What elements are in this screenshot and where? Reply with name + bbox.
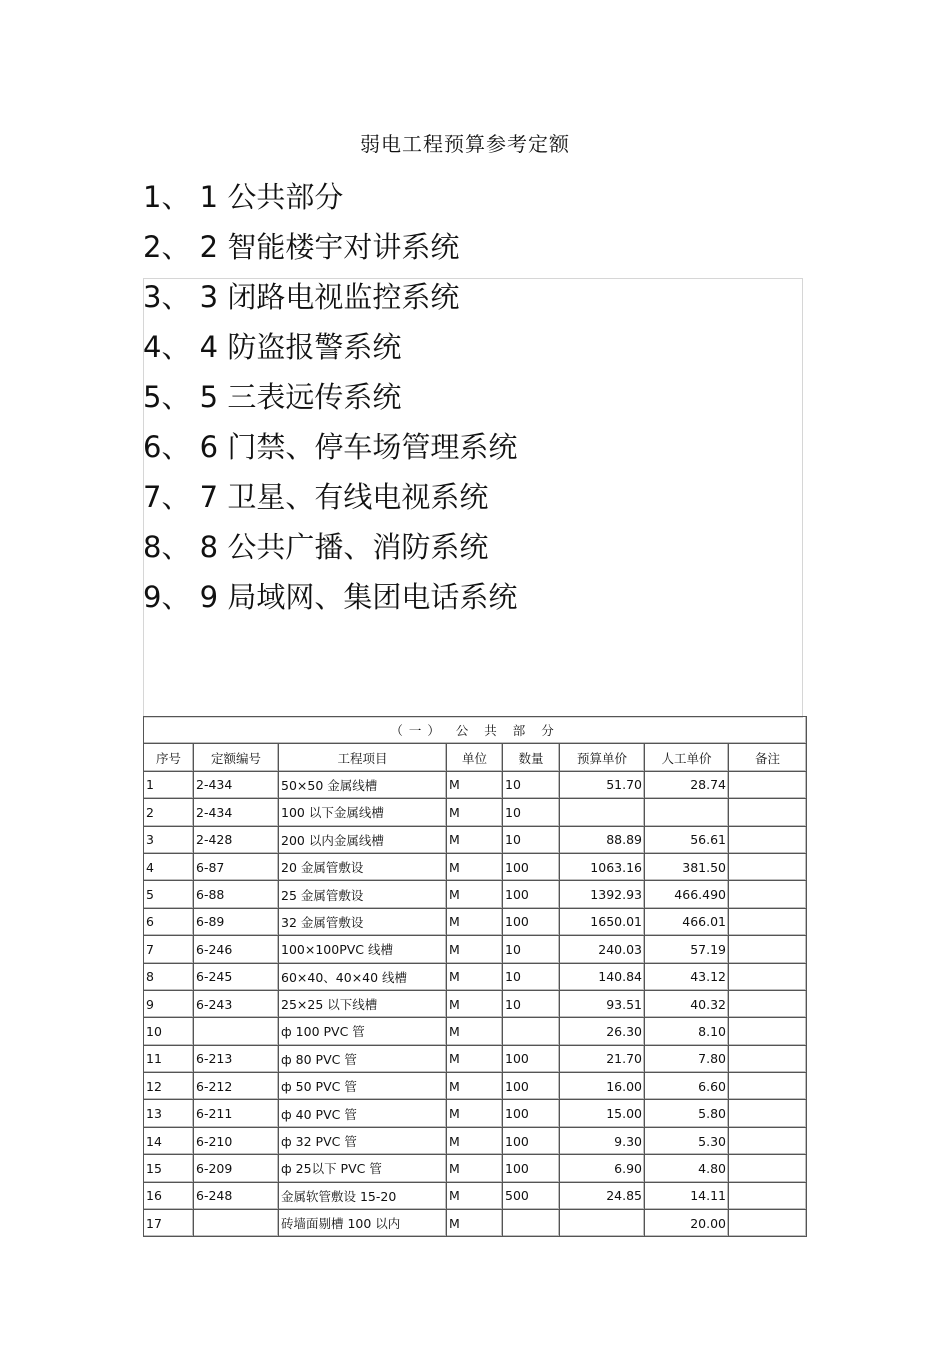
cell-project-item: 32 金属管敷设 — [279, 909, 447, 936]
cell-project-item: ф 32 PVC 管 — [279, 1128, 447, 1155]
cell-budget-price: 24.85 — [560, 1183, 645, 1210]
cell-remarks — [729, 1046, 807, 1073]
cell-budget-price: 1392.93 — [560, 881, 645, 908]
header-quantity: 数量 — [503, 744, 560, 771]
quota-table-container — [143, 716, 806, 1237]
cell-index: 3 — [144, 827, 194, 854]
cell-unit: M — [447, 1100, 503, 1127]
section-title: （一） 公 共 部 分 — [144, 717, 807, 744]
cell-project-item: ф 100 PVC 管 — [279, 1018, 447, 1045]
cell-unit: M — [447, 1046, 503, 1073]
cell-quantity: 10 — [503, 799, 560, 826]
cell-budget-price: 16.00 — [560, 1073, 645, 1100]
cell-project-item: ф 50 PVC 管 — [279, 1073, 447, 1100]
cell-unit: M — [447, 772, 503, 799]
cell-budget-price: 88.89 — [560, 827, 645, 854]
cell-index: 16 — [144, 1183, 194, 1210]
cell-quota-code — [194, 1018, 279, 1045]
cell-index: 12 — [144, 1073, 194, 1100]
table-row — [144, 1100, 807, 1127]
cell-unit: M — [447, 1183, 503, 1210]
toc-item: 6、 6 门禁、停车场管理系统 — [143, 430, 518, 464]
cell-quantity — [503, 1210, 560, 1237]
header-index: 序号 — [144, 744, 194, 771]
header-remarks: 备注 — [729, 744, 807, 771]
cell-project-item: 200 以内金属线槽 — [279, 827, 447, 854]
cell-project-item: 砖墙面剔槽 100 以内 — [279, 1210, 447, 1237]
cell-project-item: 20 金属管敷设 — [279, 854, 447, 881]
cell-labor-price: 28.74 — [645, 772, 729, 799]
cell-quota-code: 6-89 — [194, 909, 279, 936]
cell-unit: M — [447, 827, 503, 854]
table-row — [144, 964, 807, 991]
cell-quota-code: 6-87 — [194, 854, 279, 881]
cell-quantity: 100 — [503, 1155, 560, 1182]
cell-remarks — [729, 909, 807, 936]
cell-quota-code: 6-212 — [194, 1073, 279, 1100]
cell-unit: M — [447, 881, 503, 908]
cell-quota-code: 6-246 — [194, 936, 279, 963]
cell-quota-code — [194, 1210, 279, 1237]
cell-index: 6 — [144, 909, 194, 936]
cell-remarks — [729, 1018, 807, 1045]
cell-quota-code: 6-210 — [194, 1128, 279, 1155]
content-frame — [143, 278, 803, 718]
table-row — [144, 1183, 807, 1210]
cell-project-item: ф 80 PVC 管 — [279, 1046, 447, 1073]
table-row — [144, 799, 807, 826]
cell-remarks — [729, 1210, 807, 1237]
table-row — [144, 991, 807, 1018]
cell-index: 1 — [144, 772, 194, 799]
cell-remarks — [729, 799, 807, 826]
cell-quota-code: 6-248 — [194, 1183, 279, 1210]
cell-index: 15 — [144, 1155, 194, 1182]
cell-project-item: 25×25 以下线槽 — [279, 991, 447, 1018]
cell-labor-price: 4.80 — [645, 1155, 729, 1182]
cell-budget-price: 9.30 — [560, 1128, 645, 1155]
cell-remarks — [729, 772, 807, 799]
cell-quantity: 100 — [503, 881, 560, 908]
cell-quantity: 100 — [503, 909, 560, 936]
cell-project-item: ф 25以下 PVC 管 — [279, 1155, 447, 1182]
cell-budget-price — [560, 799, 645, 826]
quota-table — [143, 716, 807, 1237]
cell-labor-price: 5.80 — [645, 1100, 729, 1127]
cell-index: 13 — [144, 1100, 194, 1127]
cell-quantity — [503, 1018, 560, 1045]
cell-index: 8 — [144, 964, 194, 991]
cell-quantity: 10 — [503, 991, 560, 1018]
cell-quantity: 10 — [503, 772, 560, 799]
cell-labor-price: 14.11 — [645, 1183, 729, 1210]
cell-quantity: 100 — [503, 1046, 560, 1073]
cell-labor-price: 40.32 — [645, 991, 729, 1018]
cell-index: 5 — [144, 881, 194, 908]
cell-unit: M — [447, 854, 503, 881]
cell-remarks — [729, 1073, 807, 1100]
cell-budget-price: 21.70 — [560, 1046, 645, 1073]
table-row — [144, 909, 807, 936]
cell-index: 10 — [144, 1018, 194, 1045]
table-row — [144, 827, 807, 854]
cell-budget-price: 240.03 — [560, 936, 645, 963]
toc-item: 2、 2 智能楼宇对讲系统 — [143, 230, 460, 264]
cell-budget-price: 1650.01 — [560, 909, 645, 936]
cell-index: 17 — [144, 1210, 194, 1237]
cell-project-item: 金属软管敷设 15-20 — [279, 1183, 447, 1210]
table-body — [144, 772, 807, 1238]
section-title-row — [144, 717, 807, 744]
toc-item: 7、 7 卫星、有线电视系统 — [143, 480, 489, 514]
cell-labor-price: 5.30 — [645, 1128, 729, 1155]
cell-labor-price: 466.01 — [645, 909, 729, 936]
cell-index: 9 — [144, 991, 194, 1018]
cell-budget-price: 6.90 — [560, 1155, 645, 1182]
cell-remarks — [729, 1155, 807, 1182]
cell-quota-code: 6-245 — [194, 964, 279, 991]
cell-quota-code: 6-211 — [194, 1100, 279, 1127]
cell-budget-price — [560, 1210, 645, 1237]
cell-labor-price: 381.50 — [645, 854, 729, 881]
table-row — [144, 936, 807, 963]
cell-unit: M — [447, 936, 503, 963]
cell-unit: M — [447, 1018, 503, 1045]
cell-quantity: 10 — [503, 936, 560, 963]
cell-quota-code: 6-209 — [194, 1155, 279, 1182]
cell-unit: M — [447, 909, 503, 936]
cell-unit: M — [447, 799, 503, 826]
cell-budget-price: 26.30 — [560, 1018, 645, 1045]
cell-unit: M — [447, 1210, 503, 1237]
cell-quota-code: 2-434 — [194, 799, 279, 826]
toc-item: 4、 4 防盗报警系统 — [143, 330, 402, 364]
cell-project-item: 50×50 金属线槽 — [279, 772, 447, 799]
toc-item: 3、 3 闭路电视监控系统 — [143, 280, 460, 314]
cell-quota-code: 2-434 — [194, 772, 279, 799]
cell-quota-code: 6-88 — [194, 881, 279, 908]
cell-project-item: 25 金属管敷设 — [279, 881, 447, 908]
cell-remarks — [729, 1183, 807, 1210]
cell-index: 7 — [144, 936, 194, 963]
cell-remarks — [729, 881, 807, 908]
cell-labor-price: 57.19 — [645, 936, 729, 963]
cell-remarks — [729, 854, 807, 881]
cell-quantity: 10 — [503, 827, 560, 854]
cell-project-item: 60×40、40×40 线槽 — [279, 964, 447, 991]
cell-unit: M — [447, 1128, 503, 1155]
cell-unit: M — [447, 991, 503, 1018]
table-row — [144, 854, 807, 881]
cell-remarks — [729, 991, 807, 1018]
cell-labor-price: 7.80 — [645, 1046, 729, 1073]
cell-quantity: 10 — [503, 964, 560, 991]
cell-remarks — [729, 827, 807, 854]
cell-budget-price: 51.70 — [560, 772, 645, 799]
table-row — [144, 1073, 807, 1100]
cell-remarks — [729, 1128, 807, 1155]
cell-unit: M — [447, 1073, 503, 1100]
cell-budget-price: 15.00 — [560, 1100, 645, 1127]
header-project-item: 工程项目 — [279, 744, 447, 771]
cell-quota-code: 2-428 — [194, 827, 279, 854]
header-quota-code: 定额编号 — [194, 744, 279, 771]
table-row — [144, 1018, 807, 1045]
cell-remarks — [729, 1100, 807, 1127]
header-labor-price: 人工单价 — [645, 744, 729, 771]
cell-labor-price: 466.490 — [645, 881, 729, 908]
cell-quantity: 100 — [503, 854, 560, 881]
header-unit: 单位 — [447, 744, 503, 771]
toc-item: 8、 8 公共广播、消防系统 — [143, 530, 489, 564]
cell-labor-price: 43.12 — [645, 964, 729, 991]
cell-quantity: 100 — [503, 1128, 560, 1155]
header-row — [144, 744, 807, 771]
toc-item: 9、 9 局域网、集团电话系统 — [143, 580, 518, 614]
cell-quantity: 500 — [503, 1183, 560, 1210]
toc-item: 5、 5 三表远传系统 — [143, 380, 402, 414]
cell-remarks — [729, 936, 807, 963]
toc-item: 1、 1 公共部分 — [143, 180, 344, 214]
cell-labor-price: 8.10 — [645, 1018, 729, 1045]
cell-budget-price: 93.51 — [560, 991, 645, 1018]
header-budget-price: 预算单价 — [560, 744, 645, 771]
cell-remarks — [729, 964, 807, 991]
table-row — [144, 772, 807, 799]
document-title: 弱电工程预算参考定额 — [360, 132, 570, 156]
cell-budget-price: 140.84 — [560, 964, 645, 991]
cell-index: 11 — [144, 1046, 194, 1073]
cell-index: 2 — [144, 799, 194, 826]
cell-project-item: 100×100PVC 线槽 — [279, 936, 447, 963]
cell-quota-code: 6-243 — [194, 991, 279, 1018]
table-row — [144, 1210, 807, 1237]
cell-labor-price — [645, 799, 729, 826]
cell-unit: M — [447, 1155, 503, 1182]
cell-unit: M — [447, 964, 503, 991]
table-row — [144, 881, 807, 908]
cell-project-item: ф 40 PVC 管 — [279, 1100, 447, 1127]
cell-labor-price: 56.61 — [645, 827, 729, 854]
cell-index: 14 — [144, 1128, 194, 1155]
table-row — [144, 1046, 807, 1073]
table-row — [144, 1128, 807, 1155]
cell-quantity: 100 — [503, 1100, 560, 1127]
cell-labor-price: 6.60 — [645, 1073, 729, 1100]
cell-index: 4 — [144, 854, 194, 881]
table-row — [144, 1155, 807, 1182]
cell-budget-price: 1063.16 — [560, 854, 645, 881]
cell-quota-code: 6-213 — [194, 1046, 279, 1073]
cell-quantity: 100 — [503, 1073, 560, 1100]
cell-labor-price: 20.00 — [645, 1210, 729, 1237]
cell-project-item: 100 以下金属线槽 — [279, 799, 447, 826]
